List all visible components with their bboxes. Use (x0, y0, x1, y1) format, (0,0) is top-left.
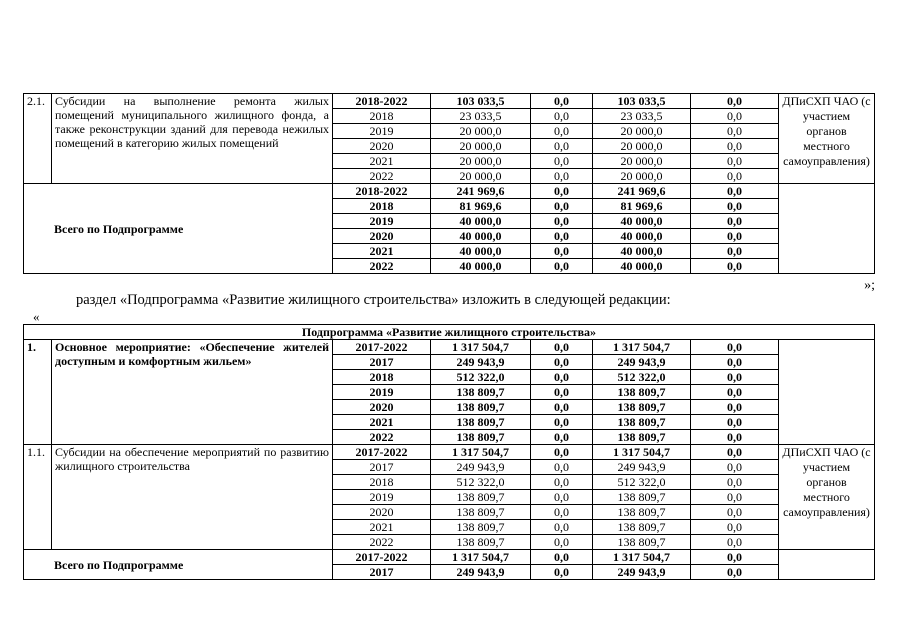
year-cell: 2022 (333, 430, 431, 445)
regional-amount-cell: 138 809,7 (593, 430, 691, 445)
other-amount-cell: 0,0 (691, 400, 779, 415)
other-amount-cell: 0,0 (691, 259, 779, 274)
federal-amount-cell: 0,0 (531, 475, 593, 490)
year-cell: 2022 (333, 169, 431, 184)
federal-amount-cell: 0,0 (531, 460, 593, 475)
other-amount-cell: 0,0 (691, 355, 779, 370)
table-row (24, 445, 875, 460)
regional-amount-cell: 138 809,7 (593, 535, 691, 550)
federal-amount-cell: 0,0 (531, 505, 593, 520)
year-cell: 2018 (333, 370, 431, 385)
year-cell: 2017 (333, 460, 431, 475)
federal-amount-cell: 0,0 (531, 490, 593, 505)
federal-amount-cell: 0,0 (531, 259, 593, 274)
total-amount-cell: 512 322,0 (431, 370, 531, 385)
regional-amount-cell: 20 000,0 (593, 154, 691, 169)
year-cell: 2018 (333, 199, 431, 214)
year-cell: 2021 (333, 154, 431, 169)
year-cell: 2021 (333, 520, 431, 535)
item-number: 1. (24, 340, 52, 445)
total-label: Всего по Подпрограмме (24, 550, 333, 580)
total-amount-cell: 103 033,5 (431, 94, 531, 109)
total-amount-cell: 138 809,7 (431, 385, 531, 400)
other-amount-cell: 0,0 (691, 109, 779, 124)
total-amount-cell: 20 000,0 (431, 154, 531, 169)
federal-amount-cell: 0,0 (531, 229, 593, 244)
regional-amount-cell: 138 809,7 (593, 385, 691, 400)
table-row (24, 94, 875, 109)
year-cell: 2020 (333, 400, 431, 415)
other-amount-cell: 0,0 (691, 139, 779, 154)
year-cell: 2018-2022 (333, 184, 431, 199)
regional-amount-cell: 40 000,0 (593, 259, 691, 274)
federal-amount-cell: 0,0 (531, 199, 593, 214)
section-title: Подпрограмма «Развитие жилищного строительства» (24, 325, 875, 340)
total-amount-cell: 138 809,7 (431, 490, 531, 505)
other-amount-cell: 0,0 (691, 430, 779, 445)
executor-cell: ДПиСХП ЧАО (с участием органов местного самоуправления) (779, 94, 875, 184)
regional-amount-cell: 138 809,7 (593, 415, 691, 430)
total-amount-cell: 40 000,0 (431, 229, 531, 244)
regional-amount-cell: 20 000,0 (593, 139, 691, 154)
year-cell: 2022 (333, 259, 431, 274)
item-description: Субсидии на обеспечение мероприятий по развитию жилищного строительства (52, 445, 333, 550)
regional-amount-cell: 241 969,6 (593, 184, 691, 199)
other-amount-cell: 0,0 (691, 340, 779, 355)
total-amount-cell: 40 000,0 (431, 259, 531, 274)
closing-quote: »; (864, 278, 875, 293)
total-label: Всего по Подпрограмме (24, 184, 333, 274)
regional-amount-cell: 138 809,7 (593, 520, 691, 535)
year-cell: 2019 (333, 214, 431, 229)
regional-amount-cell: 138 809,7 (593, 490, 691, 505)
year-cell: 2020 (333, 139, 431, 154)
year-cell: 2018 (333, 475, 431, 490)
other-amount-cell: 0,0 (691, 154, 779, 169)
federal-amount-cell: 0,0 (531, 550, 593, 565)
year-cell: 2021 (333, 244, 431, 259)
total-amount-cell: 1 317 504,7 (431, 340, 531, 355)
other-amount-cell: 0,0 (691, 490, 779, 505)
total-amount-cell: 20 000,0 (431, 139, 531, 154)
federal-amount-cell: 0,0 (531, 124, 593, 139)
other-amount-cell: 0,0 (691, 565, 779, 580)
federal-amount-cell: 0,0 (531, 139, 593, 154)
total-amount-cell: 138 809,7 (431, 415, 531, 430)
other-amount-cell: 0,0 (691, 535, 779, 550)
other-amount-cell: 0,0 (691, 124, 779, 139)
other-amount-cell: 0,0 (691, 550, 779, 565)
regional-amount-cell: 138 809,7 (593, 505, 691, 520)
federal-amount-cell: 0,0 (531, 340, 593, 355)
regional-amount-cell: 249 943,9 (593, 565, 691, 580)
total-amount-cell: 1 317 504,7 (431, 445, 531, 460)
total-amount-cell: 40 000,0 (431, 244, 531, 259)
item-number: 1.1. (24, 445, 52, 550)
executor-cell: ДПиСХП ЧАО (с участием органов местного самоуправления) (779, 445, 875, 550)
regional-amount-cell: 249 943,9 (593, 355, 691, 370)
table-row (24, 340, 875, 355)
regional-amount-cell: 20 000,0 (593, 124, 691, 139)
federal-amount-cell: 0,0 (531, 109, 593, 124)
amendment-caption: раздел «Подпрограмма «Развитие жилищного строительства» изложить в следующей редакции: (76, 292, 671, 308)
regional-amount-cell: 249 943,9 (593, 460, 691, 475)
year-cell: 2017-2022 (333, 445, 431, 460)
other-amount-cell: 0,0 (691, 385, 779, 400)
executor-cell (779, 340, 875, 445)
federal-amount-cell: 0,0 (531, 355, 593, 370)
other-amount-cell: 0,0 (691, 169, 779, 184)
regional-amount-cell: 1 317 504,7 (593, 550, 691, 565)
opening-quote: « (33, 309, 40, 324)
t1-body (24, 94, 875, 274)
total-amount-cell: 20 000,0 (431, 124, 531, 139)
other-amount-cell: 0,0 (691, 460, 779, 475)
federal-amount-cell: 0,0 (531, 535, 593, 550)
federal-amount-cell: 0,0 (531, 154, 593, 169)
federal-amount-cell: 0,0 (531, 400, 593, 415)
regional-amount-cell: 1 317 504,7 (593, 340, 691, 355)
subprogram-table-housing (23, 324, 875, 580)
year-cell: 2019 (333, 124, 431, 139)
regional-amount-cell: 40 000,0 (593, 214, 691, 229)
regional-amount-cell: 103 033,5 (593, 94, 691, 109)
item-number: 2.1. (24, 94, 52, 184)
other-amount-cell: 0,0 (691, 370, 779, 385)
year-cell: 2020 (333, 505, 431, 520)
other-amount-cell: 0,0 (691, 94, 779, 109)
item-description: Субсидии на выполнение ремонта жилых помещений муниципального жилищного фонда, а также реконструкции зданий для перевода нежилых помещений в категорию жилых помещений (52, 94, 333, 184)
total-amount-cell: 249 943,9 (431, 355, 531, 370)
other-amount-cell: 0,0 (691, 214, 779, 229)
total-amount-cell: 23 033,5 (431, 109, 531, 124)
t2-body (24, 325, 875, 580)
total-amount-cell: 249 943,9 (431, 565, 531, 580)
regional-amount-cell: 40 000,0 (593, 229, 691, 244)
federal-amount-cell: 0,0 (531, 244, 593, 259)
federal-amount-cell: 0,0 (531, 385, 593, 400)
year-cell: 2020 (333, 229, 431, 244)
federal-amount-cell: 0,0 (531, 430, 593, 445)
other-amount-cell: 0,0 (691, 505, 779, 520)
other-amount-cell: 0,0 (691, 520, 779, 535)
total-amount-cell: 241 969,6 (431, 184, 531, 199)
federal-amount-cell: 0,0 (531, 184, 593, 199)
table-row (24, 184, 875, 199)
federal-amount-cell: 0,0 (531, 520, 593, 535)
other-amount-cell: 0,0 (691, 445, 779, 460)
regional-amount-cell: 138 809,7 (593, 400, 691, 415)
year-cell: 2022 (333, 535, 431, 550)
year-cell: 2021 (333, 415, 431, 430)
total-amount-cell: 20 000,0 (431, 169, 531, 184)
other-amount-cell: 0,0 (691, 415, 779, 430)
year-cell: 2017 (333, 565, 431, 580)
federal-amount-cell: 0,0 (531, 370, 593, 385)
total-amount-cell: 138 809,7 (431, 520, 531, 535)
total-amount-cell: 512 322,0 (431, 475, 531, 490)
other-amount-cell: 0,0 (691, 475, 779, 490)
other-amount-cell: 0,0 (691, 199, 779, 214)
year-cell: 2017-2022 (333, 340, 431, 355)
federal-amount-cell: 0,0 (531, 445, 593, 460)
total-amount-cell: 138 809,7 (431, 535, 531, 550)
federal-amount-cell: 0,0 (531, 169, 593, 184)
regional-amount-cell: 81 969,6 (593, 199, 691, 214)
executor-cell (779, 184, 875, 274)
regional-amount-cell: 1 317 504,7 (593, 445, 691, 460)
regional-amount-cell: 40 000,0 (593, 244, 691, 259)
year-cell: 2017 (333, 355, 431, 370)
regional-amount-cell: 23 033,5 (593, 109, 691, 124)
federal-amount-cell: 0,0 (531, 214, 593, 229)
federal-amount-cell: 0,0 (531, 415, 593, 430)
regional-amount-cell: 20 000,0 (593, 169, 691, 184)
year-cell: 2018 (333, 109, 431, 124)
total-amount-cell: 81 969,6 (431, 199, 531, 214)
federal-amount-cell: 0,0 (531, 565, 593, 580)
year-cell: 2018-2022 (333, 94, 431, 109)
total-amount-cell: 249 943,9 (431, 460, 531, 475)
other-amount-cell: 0,0 (691, 229, 779, 244)
table-row (24, 550, 875, 565)
regional-amount-cell: 512 322,0 (593, 370, 691, 385)
total-amount-cell: 138 809,7 (431, 400, 531, 415)
other-amount-cell: 0,0 (691, 184, 779, 199)
item-description: Основное мероприятие: «Обеспечение жителей доступным и комфортным жильем» (52, 340, 333, 445)
regional-amount-cell: 512 322,0 (593, 475, 691, 490)
year-cell: 2019 (333, 490, 431, 505)
executor-cell (779, 550, 875, 580)
table-row (24, 325, 875, 340)
total-amount-cell: 40 000,0 (431, 214, 531, 229)
subprogram-table-previous (23, 93, 875, 274)
year-cell: 2019 (333, 385, 431, 400)
total-amount-cell: 138 809,7 (431, 505, 531, 520)
year-cell: 2017-2022 (333, 550, 431, 565)
federal-amount-cell: 0,0 (531, 94, 593, 109)
other-amount-cell: 0,0 (691, 244, 779, 259)
total-amount-cell: 138 809,7 (431, 430, 531, 445)
total-amount-cell: 1 317 504,7 (431, 550, 531, 565)
